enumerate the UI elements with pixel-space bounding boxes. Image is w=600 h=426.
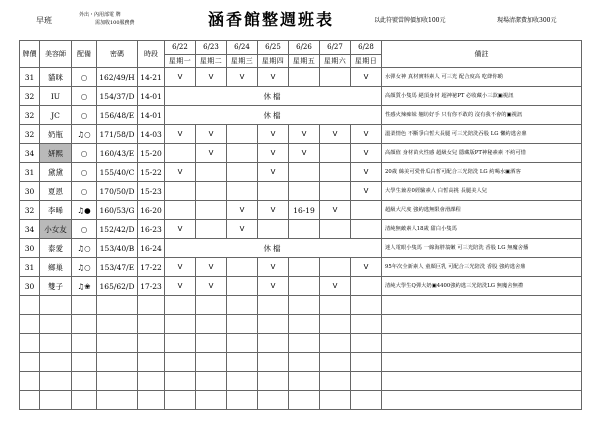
empty-cell (351, 353, 382, 372)
day-cell (165, 201, 196, 220)
empty-cell (227, 296, 258, 315)
room-cell: 32 (20, 87, 40, 106)
hours-cell: 15-22 (138, 163, 165, 182)
empty-cell (97, 315, 138, 334)
day-cell: V (258, 125, 289, 144)
empty-cell (320, 334, 351, 353)
tags-cell: ○ (72, 87, 97, 106)
header-note-top: 外出・內用部電 牌 (79, 12, 121, 18)
room-cell: 31 (20, 68, 40, 87)
day-cell (289, 68, 320, 87)
note-cell: 水彈女神 真材實料素人 可三光 配合度高 吃絳你喲 (382, 68, 582, 87)
empty-cell (289, 334, 320, 353)
room-cell: 34 (20, 220, 40, 239)
note-cell: 清純無敵素人18歲 甜白小隻馬 (382, 220, 582, 239)
hours-cell: 16-24 (138, 239, 165, 258)
stats-cell: 170/50/D (97, 182, 138, 201)
empty-cell (382, 315, 582, 334)
day-cell: V (258, 201, 289, 220)
empty-cell (40, 296, 72, 315)
note-cell: 95年次全新素人 童顏巨乳 可配合三光陪洗 香股 強約逃舍鼎 (382, 258, 582, 277)
note-cell: 清純大學生Q彈大奶▣4400強約逃三光陪洗LG 無魔舍無禮 (382, 277, 582, 296)
note-cell: 溫柔情色 不斷爭白皙大長腿 可三光陪洗吞股 LG 懶約逃舍鼎 (382, 125, 582, 144)
empty-cell (382, 391, 582, 410)
name-cell: 小女友 (40, 220, 72, 239)
day-cell (320, 163, 351, 182)
day-cell (165, 144, 196, 163)
room-cell: 32 (20, 201, 40, 220)
day-cell (351, 277, 382, 296)
table-row (20, 163, 582, 182)
day-cell (351, 201, 382, 220)
empty-cell (227, 353, 258, 372)
stats-cell: 153/47/E (97, 258, 138, 277)
room-cell: 34 (20, 144, 40, 163)
day-cell (227, 163, 258, 182)
table-row (20, 201, 582, 220)
tags-cell: ○ (72, 182, 97, 201)
hours-cell: 17-23 (138, 277, 165, 296)
empty-cell (351, 315, 382, 334)
day-weekday: 星期日 (351, 55, 382, 68)
day-cell (289, 182, 320, 201)
day-date: 6/24 (227, 41, 258, 55)
table-row (20, 220, 582, 239)
stats-cell: 153/40/B (97, 239, 138, 258)
day-cell: V (320, 277, 351, 296)
day-cell: V (258, 258, 289, 277)
stats-cell: 154/37/D (97, 87, 138, 106)
day-cell: V (258, 163, 289, 182)
empty-cell (289, 296, 320, 315)
day-cell: V (165, 68, 196, 87)
empty-cell (351, 296, 382, 315)
room-cell: 31 (20, 163, 40, 182)
day-cell: V (320, 201, 351, 220)
day-cell (258, 220, 289, 239)
empty-cell (97, 391, 138, 410)
empty-cell (320, 372, 351, 391)
day-cell: V (165, 220, 196, 239)
room-cell: 30 (20, 277, 40, 296)
empty-cell (196, 391, 227, 410)
page-title: 涵香館整週班表 (208, 10, 335, 29)
empty-row (20, 296, 582, 315)
name-cell: 雙子 (40, 277, 72, 296)
tags-cell: ○ (72, 163, 97, 182)
col-tags: 配備 (72, 41, 97, 68)
empty-cell (382, 334, 582, 353)
day-date: 6/28 (351, 41, 382, 55)
day-cell: V (227, 201, 258, 220)
day-cell: V (196, 125, 227, 144)
day-cell (196, 201, 227, 220)
empty-row (20, 353, 582, 372)
stats-cell: 152/42/D (97, 220, 138, 239)
empty-cell (97, 334, 138, 353)
empty-cell (258, 334, 289, 353)
day-cell (227, 277, 258, 296)
name-cell: 夏恩 (40, 182, 72, 201)
col-hours: 時段 (138, 41, 165, 68)
table-row (20, 277, 582, 296)
day-cell: V (351, 163, 382, 182)
empty-cell (20, 334, 40, 353)
header-note-right-1: 以此符號當牌價加收100元 (374, 17, 446, 24)
day-cell: V (227, 68, 258, 87)
day-cell: V (196, 144, 227, 163)
empty-cell (196, 296, 227, 315)
empty-cell (138, 372, 165, 391)
stats-cell: 160/43/E (97, 144, 138, 163)
empty-cell (138, 391, 165, 410)
table-row (20, 239, 582, 258)
tags-cell: ○ (72, 144, 97, 163)
empty-cell (382, 372, 582, 391)
name-cell: 李晞 (40, 201, 72, 220)
day-weekday: 星期三 (227, 55, 258, 68)
day-weekday: 星期一 (165, 55, 196, 68)
empty-cell (165, 334, 196, 353)
empty-cell (258, 372, 289, 391)
empty-cell (289, 391, 320, 410)
empty-cell (165, 353, 196, 372)
empty-cell (138, 315, 165, 334)
name-cell: 鄉巢 (40, 258, 72, 277)
schedule-table (19, 40, 582, 410)
empty-cell (138, 296, 165, 315)
day-cell: V (165, 125, 196, 144)
note-cell: 性感火辣痴妹 翹坊好手 只有你不敢的 沒有我不會的▣視訊 (382, 106, 582, 125)
name-cell: 妍熙 (40, 144, 72, 163)
day-date: 6/25 (258, 41, 289, 55)
stats-cell: 162/49/H (97, 68, 138, 87)
day-cell (196, 182, 227, 201)
empty-cell (20, 296, 40, 315)
empty-cell (40, 334, 72, 353)
note-cell: 高顏質小隻馬 絕頂身材 超神祕PT 必收藏小三款▣視訊 (382, 87, 582, 106)
empty-cell (165, 391, 196, 410)
note-cell: 大學生兼差0經驗素人 白皙高挑 長腿美人兒 (382, 182, 582, 201)
empty-cell (320, 315, 351, 334)
empty-cell (40, 353, 72, 372)
empty-cell (320, 296, 351, 315)
day-cell: V (258, 277, 289, 296)
empty-cell (258, 391, 289, 410)
empty-cell (97, 353, 138, 372)
day-cell: V (258, 144, 289, 163)
empty-row (20, 315, 582, 334)
day-cell (289, 220, 320, 239)
empty-row (20, 334, 582, 353)
day-date: 6/23 (196, 41, 227, 55)
stats-cell: 156/48/E (97, 106, 138, 125)
empty-cell (289, 372, 320, 391)
empty-cell (20, 315, 40, 334)
empty-cell (40, 372, 72, 391)
day-cell: V (320, 125, 351, 144)
day-cell: V (289, 125, 320, 144)
tags-cell: ○ (72, 220, 97, 239)
empty-cell (40, 391, 72, 410)
empty-cell (72, 372, 97, 391)
empty-cell (227, 334, 258, 353)
rest-cell: 休檔 (165, 87, 382, 106)
day-cell (165, 182, 196, 201)
empty-cell (196, 372, 227, 391)
day-date: 6/22 (165, 41, 196, 55)
empty-cell (165, 372, 196, 391)
day-cell (196, 163, 227, 182)
stats-cell: 160/53/G (97, 201, 138, 220)
day-cell: 16-19 (289, 201, 320, 220)
empty-cell (258, 296, 289, 315)
col-stats: 密碼 (97, 41, 138, 68)
table-row (20, 106, 582, 125)
header-note-bottom: 需加收100服務費 (95, 20, 135, 26)
empty-cell (196, 334, 227, 353)
room-cell: 32 (20, 125, 40, 144)
empty-cell (20, 372, 40, 391)
room-cell: 32 (20, 106, 40, 125)
day-cell: V (351, 182, 382, 201)
hours-cell: 16-23 (138, 220, 165, 239)
name-cell: IU (40, 87, 72, 106)
empty-cell (351, 391, 382, 410)
tags-cell: ♫○ (72, 239, 97, 258)
empty-row (20, 372, 582, 391)
col-name: 美容師 (40, 41, 72, 68)
empty-cell (20, 353, 40, 372)
tags-cell: ♫● (72, 201, 97, 220)
hours-cell: 14-03 (138, 125, 165, 144)
day-cell (289, 258, 320, 277)
day-cell: V (351, 68, 382, 87)
day-cell: V (351, 144, 382, 163)
empty-cell (97, 296, 138, 315)
empty-cell (138, 334, 165, 353)
name-cell: 黛黛 (40, 163, 72, 182)
empty-cell (72, 296, 97, 315)
hours-cell: 16-20 (138, 201, 165, 220)
header-row-dates (20, 41, 582, 55)
day-cell: V (196, 277, 227, 296)
col-room: 牌價 (20, 41, 40, 68)
day-cell (196, 220, 227, 239)
note-cell: 高顏值 身材苗火性感 超級女兒 隱藏版PT神秘素素 不約可惜 (382, 144, 582, 163)
stats-cell: 171/58/D (97, 125, 138, 144)
empty-cell (227, 315, 258, 334)
empty-cell (320, 391, 351, 410)
hours-cell: 14-21 (138, 68, 165, 87)
empty-cell (382, 353, 582, 372)
day-cell (289, 163, 320, 182)
name-cell: 貓咪 (40, 68, 72, 87)
day-cell (289, 277, 320, 296)
name-cell: 泰愛 (40, 239, 72, 258)
stats-cell: 155/40/C (97, 163, 138, 182)
rest-cell: 休檔 (165, 239, 382, 258)
note-cell: 超級大尺度 強約逃無限會滑課程 (382, 201, 582, 220)
empty-cell (258, 353, 289, 372)
table-row (20, 258, 582, 277)
empty-cell (289, 315, 320, 334)
empty-cell (382, 296, 582, 315)
room-cell: 30 (20, 239, 40, 258)
table-row (20, 68, 582, 87)
empty-cell (97, 372, 138, 391)
empty-cell (289, 353, 320, 372)
empty-cell (20, 391, 40, 410)
hours-cell: 15-23 (138, 182, 165, 201)
table-row (20, 182, 582, 201)
stats-cell: 165/62/D (97, 277, 138, 296)
hours-cell: 15-20 (138, 144, 165, 163)
empty-cell (72, 334, 97, 353)
page-header (0, 0, 600, 40)
day-cell (320, 220, 351, 239)
day-cell: V (351, 258, 382, 277)
name-cell: 奶瓶 (40, 125, 72, 144)
day-weekday: 星期六 (320, 55, 351, 68)
day-cell (351, 220, 382, 239)
table-row (20, 87, 582, 106)
empty-cell (165, 315, 196, 334)
empty-cell (258, 315, 289, 334)
day-weekday: 星期二 (196, 55, 227, 68)
empty-cell (351, 334, 382, 353)
empty-row (20, 391, 582, 410)
day-cell (227, 258, 258, 277)
empty-cell (227, 372, 258, 391)
rest-cell: 休檔 (165, 106, 382, 125)
empty-cell (72, 391, 97, 410)
day-cell (227, 144, 258, 163)
day-cell: V (289, 144, 320, 163)
col-notes: 備註 (382, 41, 582, 68)
day-cell: V (258, 68, 289, 87)
day-cell: V (196, 258, 227, 277)
tags-cell: ♫❀ (72, 277, 97, 296)
day-cell: V (165, 277, 196, 296)
empty-cell (196, 315, 227, 334)
day-cell: V (165, 163, 196, 182)
empty-cell (72, 353, 97, 372)
note-cell: 20歲 絲美可愛骨瓜白皙可配合三光陪洗 LG 約喝水▣酒客 (382, 163, 582, 182)
room-cell: 31 (20, 258, 40, 277)
tags-cell: ♫○ (72, 125, 97, 144)
empty-cell (165, 296, 196, 315)
table-row (20, 144, 582, 163)
table-row (20, 125, 582, 144)
header-note-right-2: 現場清潔費加收300元 (497, 17, 557, 24)
day-date: 6/27 (320, 41, 351, 55)
day-cell: V (196, 68, 227, 87)
empty-cell (320, 353, 351, 372)
day-weekday: 星期五 (289, 55, 320, 68)
tags-cell: ♫○ (72, 258, 97, 277)
tags-cell: ○ (72, 68, 97, 87)
day-cell (320, 182, 351, 201)
empty-cell (227, 391, 258, 410)
day-cell (320, 144, 351, 163)
day-cell (320, 258, 351, 277)
tags-cell: ○ (72, 106, 97, 125)
empty-cell (72, 315, 97, 334)
hours-cell: 14-01 (138, 87, 165, 106)
empty-cell (138, 353, 165, 372)
day-cell: V (227, 220, 258, 239)
day-cell: V (351, 125, 382, 144)
day-cell (227, 182, 258, 201)
empty-cell (351, 372, 382, 391)
day-cell (227, 125, 258, 144)
day-cell (320, 68, 351, 87)
empty-cell (40, 315, 72, 334)
hours-cell: 14-01 (138, 106, 165, 125)
room-cell: 30 (20, 182, 40, 201)
empty-cell (196, 353, 227, 372)
shift-label: 早班 (36, 16, 52, 25)
day-date: 6/26 (289, 41, 320, 55)
name-cell: JC (40, 106, 72, 125)
day-cell (258, 182, 289, 201)
day-weekday: 星期四 (258, 55, 289, 68)
day-cell: V (165, 258, 196, 277)
note-cell: 迷人電眼小隻馬 一線海胖翁嫩 可三光陪洗 香股 LG 無魔舍播 (382, 239, 582, 258)
hours-cell: 17-22 (138, 258, 165, 277)
